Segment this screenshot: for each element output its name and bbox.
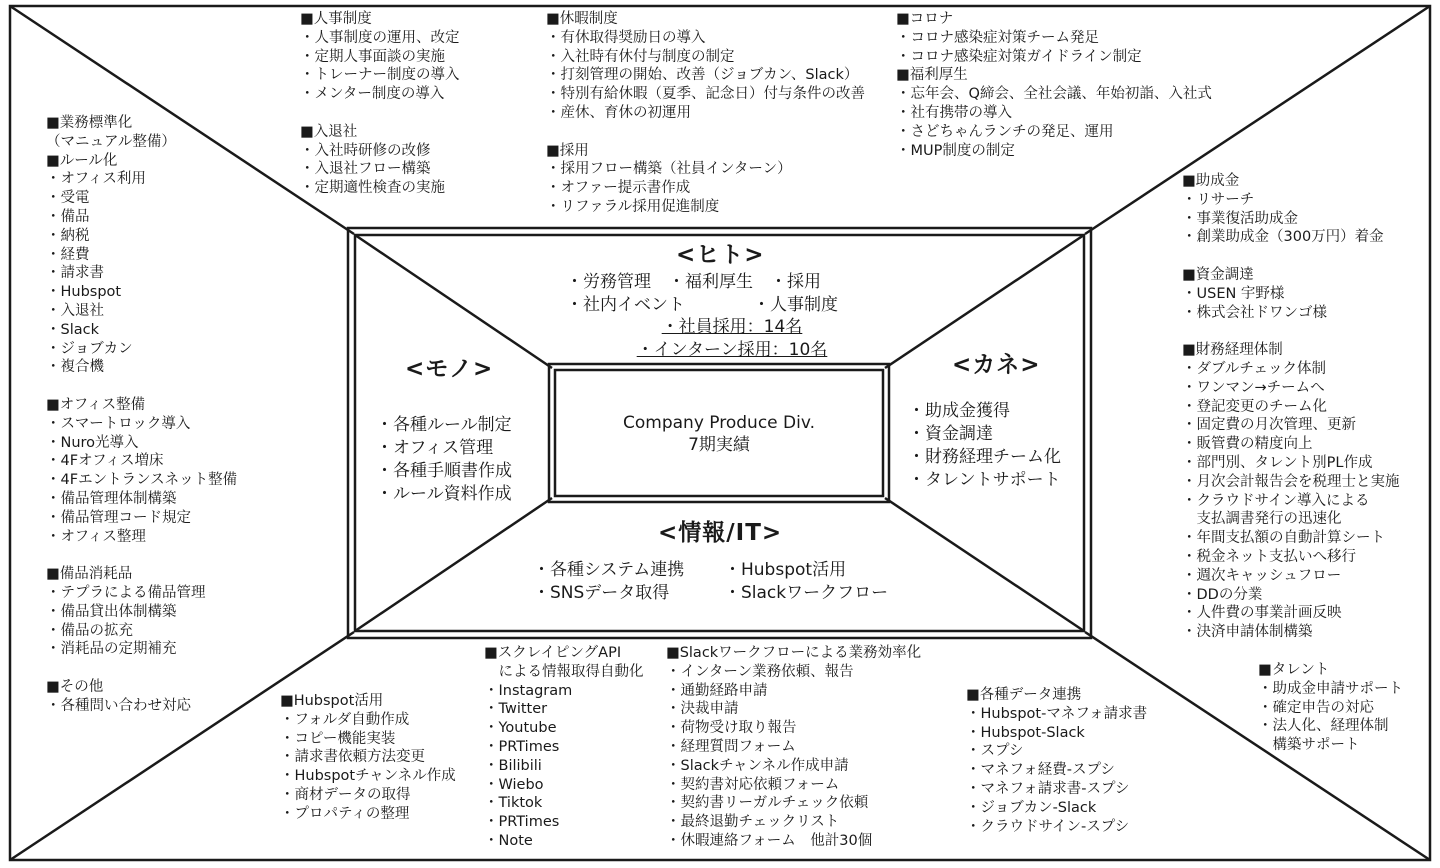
list-line: ・Slackチャンネル作成申請: [666, 757, 849, 774]
list-line: ・Youtube: [484, 720, 557, 737]
list-line: ・メンター制度の導入: [300, 86, 445, 103]
list-line: ・人件費の事業計画反映: [1182, 605, 1342, 622]
list-line: ・固定費の月次管理、更新: [1182, 417, 1356, 434]
list-line: ・4Fエントランスネット整備: [46, 472, 238, 489]
list-line: ・さどちゃんランチの発足、運用: [896, 123, 1114, 140]
list-line: ・Note: [484, 832, 533, 849]
list-line: ・休暇連絡フォーム 他計30個: [666, 832, 873, 849]
hito-row-1: ・労務管理 ・福利厚生 ・採用: [566, 272, 821, 292]
center-line-1: Company Produce Div.: [623, 412, 815, 433]
bottom-column-4: [966, 686, 1147, 836]
list-line: ・最終退勤チェックリスト: [666, 814, 840, 831]
list-line: ・スプシ: [966, 743, 1024, 760]
list-line: ■スクレイピングAPI: [484, 645, 622, 661]
list-line: ・納税: [46, 227, 90, 244]
list-line: ・ワンマン→チームへ: [1182, 379, 1325, 396]
list-line: ・受電: [46, 190, 90, 207]
list-line: ・人事制度の運用、改定: [300, 29, 460, 46]
list-line: （マニュアル整備）: [46, 133, 176, 150]
list-line: ・入退社フロー構築: [300, 161, 431, 178]
list-line: ・ジョブカン: [46, 340, 133, 357]
inner-diagonal-bl: [355, 498, 552, 631]
list-line: ・特別有給休暇（夏季、記念日）付与条件の改善: [546, 86, 865, 103]
list-spacer: [46, 377, 237, 396]
list-line: ・登記変更のチーム化: [1182, 398, 1327, 415]
it-row-1b: ・Hubspot活用: [724, 560, 847, 580]
hito-row-2: ・社内イベント ・人事制度: [566, 295, 838, 315]
list-line: ・入社時研修の改修: [300, 142, 431, 159]
list-line: ・Hubspot-マネフォ請求書: [966, 705, 1148, 722]
right-column-1: [1182, 172, 1400, 642]
list-line: ■備品消耗品: [46, 566, 133, 583]
center-title: [556, 371, 882, 496]
list-line: ・プロパティの整理: [280, 805, 410, 822]
list-line: ・ダブルチェック体制: [1182, 360, 1326, 377]
list-line: ・商材データの取得: [280, 786, 411, 803]
list-line: ■助成金: [1182, 173, 1240, 189]
list-line: ・決裁申請: [666, 701, 739, 718]
list-line: ・Hubspotチャンネル作成: [280, 768, 456, 785]
list-line: ・請求書依頼方法変更: [280, 749, 425, 766]
list-line: ・社有携帯の導入: [896, 104, 1012, 121]
center-line-2: 7期実績: [688, 434, 750, 455]
list-line: ■人事制度: [300, 11, 372, 27]
list-line: ・打刻管理の開始、改善（ジョブカン、Slack）: [546, 67, 859, 84]
list-line: ・USEN 宇野様: [1182, 285, 1285, 302]
list-line: ・Slack: [46, 321, 99, 338]
list-line: ・販管費の精度向上: [1182, 436, 1313, 453]
list-line: ・入社時有休付与制度の制定: [546, 48, 735, 65]
list-line: ・Twitter: [484, 701, 548, 718]
list-line: ■採用: [546, 142, 589, 159]
list-line: ・入退社: [46, 302, 104, 319]
list-line: ・法人化、経理体制: [1258, 718, 1389, 735]
list-line: ・フォルダ自動作成: [280, 711, 410, 728]
it-summary: [533, 559, 684, 605]
right-column-2: [1258, 661, 1403, 755]
list-line: ・コロナ感染症対策ガイドライン制定: [896, 48, 1142, 65]
list-spacer: [46, 659, 237, 678]
list-line: ・DDの分業: [1182, 586, 1263, 603]
kane-label: <カネ>: [952, 352, 1041, 378]
list-line: ■Slackワークフローによる業務効率化: [666, 645, 922, 661]
mono-item: ・オフィス管理: [376, 438, 494, 458]
list-line: ■タレント: [1258, 662, 1330, 678]
kane-item: ・助成金獲得: [908, 401, 1010, 421]
list-line: ・トレーナー制度の導入: [300, 67, 460, 84]
left-column: [46, 114, 237, 716]
list-line: ■オフィス整備: [46, 396, 146, 413]
it-label: <情報/IT>: [658, 520, 783, 546]
list-line: ■財務経理体制: [1182, 342, 1283, 359]
list-line: ■資金調達: [1182, 266, 1254, 283]
list-line: ・Hubspot-Slack: [966, 724, 1085, 741]
list-line: ・備品管理コード規定: [46, 509, 191, 526]
bottom-column-3: [666, 644, 921, 851]
list-line: ■入退社: [300, 123, 358, 140]
list-line: ・採用フロー構築（社員インターン）: [546, 161, 792, 178]
list-line: ・株式会社ドワンゴ様: [1182, 304, 1327, 321]
list-line: ■休暇制度: [546, 11, 618, 27]
it-summary-right: [724, 559, 888, 605]
list-line: ・助成金申請サポート: [1258, 680, 1403, 697]
kane-item: ・資金調達: [908, 424, 993, 444]
list-line: ・通勤経路申請: [666, 682, 768, 699]
mono-list: [376, 414, 512, 506]
list-line: ・忘年会、Q締会、全社会議、年始初詣、入社式: [896, 86, 1212, 103]
list-line: ・決済申請体制構築: [1182, 624, 1313, 641]
list-line: ・税金ネット支払いへ移行: [1182, 548, 1356, 565]
list-line: による情報取得自動化: [484, 663, 644, 680]
top-column-2: [546, 10, 865, 217]
kane-item: ・財務経理チーム化: [908, 447, 1061, 467]
list-line: ・有休取得奨励日の導入: [546, 29, 706, 46]
list-line: ■福利厚生: [896, 67, 968, 84]
list-line: ・事業復活助成金: [1182, 210, 1298, 227]
list-line: ・コピー機能実装: [280, 730, 396, 747]
list-spacer: [1182, 322, 1400, 341]
hito-label: <ヒト>: [676, 242, 765, 268]
mono-label: <モノ>: [405, 356, 494, 382]
list-line: ・定期人事面談の実施: [300, 48, 445, 65]
list-line: ■コロナ: [896, 11, 954, 27]
list-line: ・Bilibili: [484, 757, 542, 774]
mono-item: ・各種手順書作成: [376, 461, 512, 481]
list-line: ・Wiebo: [484, 776, 544, 793]
list-line: ・創業助成金（300万円）着金: [1182, 229, 1384, 246]
list-line: ・備品管理体制構築: [46, 490, 177, 507]
list-line: ・確定申告の対応: [1258, 699, 1374, 716]
list-line: ■その他: [46, 678, 104, 695]
list-line: ・年間支払額の自動計算シート: [1182, 530, 1385, 547]
list-line: ・オファー提示書作成: [546, 180, 691, 197]
list-line: 支払調書発行の迅速化: [1182, 511, 1342, 528]
list-line: ・定期適性検査の実施: [300, 180, 445, 197]
list-line: ・荷物受け取り報告: [666, 720, 797, 737]
top-column-3: [896, 10, 1212, 160]
hito-stats: [626, 316, 838, 362]
list-line: ・契約書対応依頼フォーム: [666, 776, 840, 793]
list-line: ・Instagram: [484, 682, 573, 699]
list-spacer: [546, 123, 865, 142]
list-line: ・オフィス利用: [46, 171, 146, 188]
top-column-1: [300, 10, 460, 198]
list-line: ・マネフォ請求書-スプシ: [966, 780, 1130, 797]
mono-item: ・ルール資料作成: [376, 484, 512, 504]
list-line: ・消耗品の定期補充: [46, 641, 177, 658]
list-line: ・備品貸出体制構築: [46, 603, 177, 620]
list-line: ・コロナ感染症対策チーム発足: [896, 29, 1099, 46]
list-line: ・経理質問フォーム: [666, 738, 796, 755]
hito-stat-interns: ・インターン採用：10名: [636, 340, 828, 360]
list-line: ・ジョブカン-Slack: [966, 799, 1097, 816]
list-line: ■ルール化: [46, 152, 118, 169]
list-line: ・クラウドサイン導入による: [1182, 492, 1370, 509]
list-line: ・週次キャッシュフロー: [1182, 567, 1342, 584]
list-line: ・リファラル採用促進制度: [546, 198, 720, 215]
kane-list: [908, 400, 1061, 492]
inner-diagonal-tl: [355, 235, 552, 368]
list-line: ■業務標準化: [46, 115, 133, 131]
list-spacer: [1182, 247, 1400, 266]
mono-item: ・各種ルール制定: [376, 415, 512, 435]
inner-diagonal-br: [885, 498, 1084, 631]
it-row-1a: ・各種システム連携: [533, 560, 685, 580]
it-row-2a: ・SNSデータ取得: [533, 583, 670, 603]
list-line: ・契約書リーガルチェック依頼: [666, 795, 869, 812]
list-line: ・マネフォ経費-スプシ: [966, 762, 1115, 779]
list-line: ・月次会計報告会を税理士と実施: [1182, 473, 1400, 490]
list-line: ・Tiktok: [484, 795, 543, 812]
bottom-column-2: [484, 644, 644, 851]
list-spacer: [46, 546, 237, 565]
list-line: ・備品の拡充: [46, 622, 133, 639]
list-line: ■各種データ連携: [966, 687, 1082, 703]
list-line: ・インターン業務依頼、報告: [666, 663, 854, 680]
hito-stat-employees: ・社員採用：14名: [661, 317, 803, 337]
list-line: ・リサーチ: [1182, 191, 1255, 208]
list-line: ・部門別、タレント別PL作成: [1182, 454, 1373, 471]
list-line: ・MUP制度の制定: [896, 142, 1015, 159]
list-line: ・請求書: [46, 265, 104, 282]
list-line: ・経費: [46, 246, 90, 263]
list-line: ・4Fオフィス増床: [46, 453, 164, 470]
list-line: ・PRTimes: [484, 738, 560, 755]
list-spacer: [300, 104, 460, 123]
list-line: ■Hubspot活用: [280, 693, 384, 709]
list-line: ・テプラによる備品管理: [46, 584, 206, 601]
bottom-column-1: [280, 692, 456, 824]
it-row-2b: ・Slackワークフロー: [724, 583, 889, 603]
list-line: ・スマートロック導入: [46, 415, 191, 432]
hito-summary: [566, 271, 838, 317]
list-line: 構築サポート: [1258, 737, 1360, 754]
list-line: ・PRTimes: [484, 814, 560, 831]
kane-item: ・タレントサポート: [908, 470, 1061, 490]
list-line: ・複合機: [46, 359, 104, 376]
list-line: ・クラウドサイン-スプシ: [966, 818, 1130, 835]
list-line: ・オフィス整理: [46, 528, 146, 545]
list-line: ・Nuro光導入: [46, 434, 139, 451]
list-line: ・備品: [46, 208, 90, 225]
list-line: ・産休、育休の初運用: [546, 104, 691, 121]
list-line: ・Hubspot: [46, 284, 122, 301]
list-line: ・各種問い合わせ対応: [46, 697, 191, 714]
